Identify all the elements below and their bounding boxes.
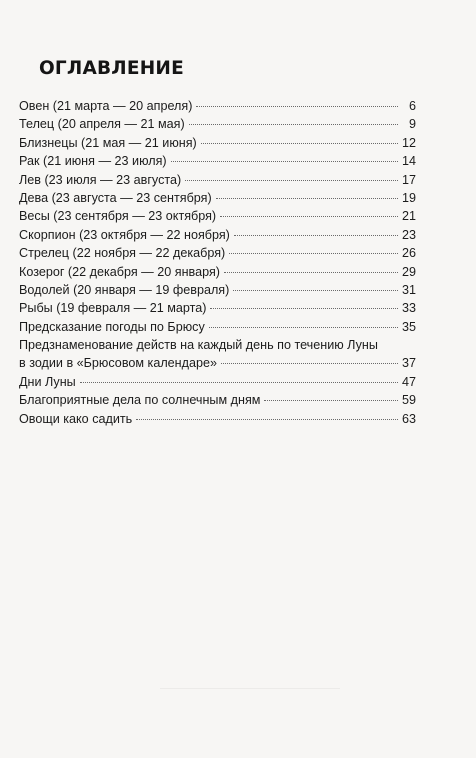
toc-entry-title: Стрелец (22 ноября — 22 декабря) — [19, 246, 226, 261]
table-of-contents — [19, 97, 416, 428]
toc-entry-page: 19 — [401, 190, 416, 205]
dot-leader — [264, 400, 398, 401]
dot-leader — [171, 161, 398, 162]
dot-leader — [210, 308, 398, 309]
toc-entry-page: 47 — [401, 374, 416, 389]
dot-leader — [224, 272, 398, 273]
toc-entry-page: 14 — [401, 154, 416, 169]
toc-entry[interactable] — [19, 391, 416, 409]
dot-leader — [221, 363, 398, 364]
page-show-through — [160, 688, 340, 689]
page-title: ОГЛАВЛЕНИЕ — [39, 58, 184, 79]
toc-entry-page: 26 — [401, 246, 416, 261]
dot-leader — [80, 382, 398, 383]
dot-leader — [196, 106, 398, 107]
toc-entry-title-line1: Предзнаменование действ на каждый день по течению Луны — [19, 338, 378, 353]
dot-leader — [185, 180, 398, 181]
toc-entry-page: 17 — [401, 172, 416, 187]
toc-entry-title: Рак (21 июня — 23 июля) — [19, 154, 167, 169]
dot-leader — [220, 216, 398, 217]
toc-entry[interactable] — [19, 97, 416, 115]
toc-entry-page: 6 — [408, 99, 416, 113]
toc-entry-page: 33 — [401, 301, 416, 316]
toc-entry[interactable] — [19, 281, 416, 299]
toc-entry-title: Козерог (22 декабря — 20 января) — [19, 264, 220, 279]
toc-entry-page: 29 — [401, 264, 416, 279]
toc-entry[interactable] — [19, 226, 416, 244]
toc-entry-title: Лев (23 июля — 23 августа) — [19, 172, 182, 187]
dot-leader — [233, 290, 398, 291]
dot-leader — [136, 419, 398, 420]
toc-entry-title: Рыбы (19 февраля — 21 марта) — [19, 301, 207, 316]
toc-entry[interactable] — [19, 152, 416, 170]
toc-entry-title: Водолей (20 января — 19 февраля) — [19, 282, 230, 297]
toc-entry[interactable] — [19, 318, 416, 336]
toc-entry[interactable] — [19, 115, 416, 133]
toc-entry-title: Дева (23 августа — 23 сентября) — [19, 190, 212, 205]
toc-entry-page: 59 — [401, 393, 416, 408]
toc-entry[interactable] — [19, 336, 416, 373]
dot-leader — [234, 235, 398, 236]
toc-entry[interactable] — [19, 410, 416, 428]
toc-entry-page: 63 — [401, 411, 416, 426]
toc-entry-page: 21 — [401, 209, 416, 224]
toc-entry[interactable] — [19, 189, 416, 207]
toc-entry-page: 31 — [401, 282, 416, 297]
dot-leader — [216, 198, 398, 199]
toc-entry-page: 12 — [401, 135, 416, 150]
toc-entry-title: Весы (23 сентября — 23 октября) — [19, 209, 217, 224]
dot-leader — [209, 327, 398, 328]
toc-entry-title: Овощи како садить — [19, 411, 133, 426]
toc-entry[interactable] — [19, 244, 416, 262]
toc-entry-page: 23 — [401, 227, 416, 242]
toc-entry[interactable] — [19, 299, 416, 317]
toc-entry[interactable] — [19, 171, 416, 189]
toc-entry-page: 9 — [408, 117, 416, 132]
toc-entry-title: Телец (20 апреля — 21 мая) — [19, 117, 185, 132]
dot-leader — [229, 253, 398, 254]
dot-leader — [189, 124, 398, 125]
toc-entry[interactable] — [19, 134, 416, 152]
toc-entry-title: Благоприятные дела по солнечным дням — [19, 393, 261, 408]
toc-entry-title: Скорпион (23 октября — 22 ноября) — [19, 227, 230, 242]
toc-entry[interactable] — [19, 263, 416, 281]
toc-entry-page: 35 — [401, 319, 416, 334]
dot-leader — [201, 143, 398, 144]
toc-entry[interactable] — [19, 373, 416, 391]
toc-entry-title: Предсказание погоды по Брюсу — [19, 319, 205, 334]
toc-entry[interactable] — [19, 207, 416, 225]
toc-entry-title: Овен (21 марта — 20 апреля) — [19, 99, 193, 113]
toc-entry-page: 37 — [401, 356, 416, 371]
toc-entry-title: Близнецы (21 мая — 21 июня) — [19, 135, 197, 150]
toc-entry-title: Дни Луны — [19, 374, 76, 389]
toc-entry-title: в зодии в «Брюсовом календаре» — [19, 356, 217, 371]
